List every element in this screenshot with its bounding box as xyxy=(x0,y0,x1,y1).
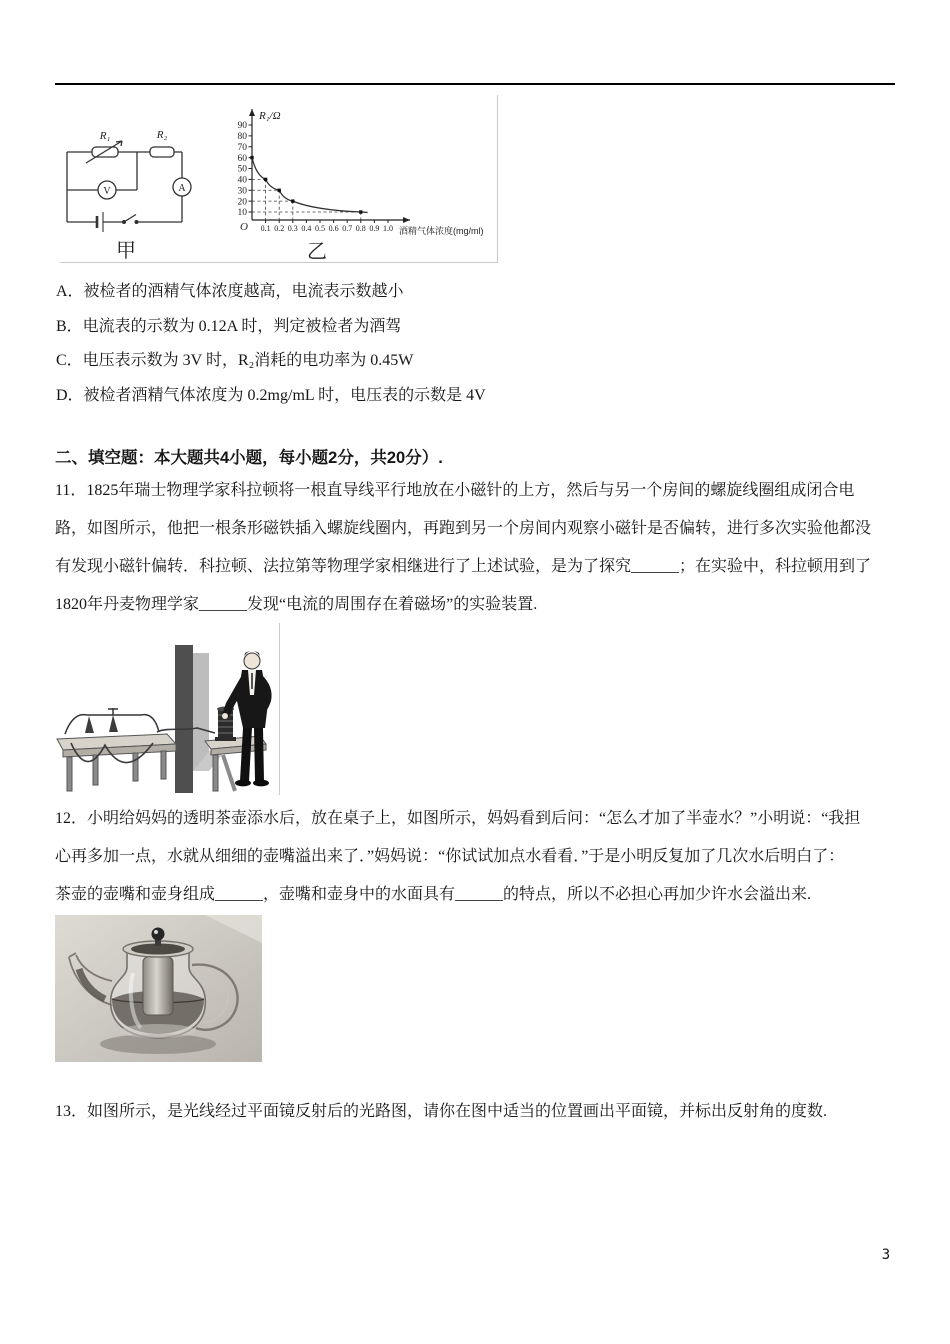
choice-options xyxy=(56,275,916,413)
option-c: C．电压表示数为 3V 时，R₂消耗的电功率为 0.45W xyxy=(56,352,414,369)
circuit-graph-svg xyxy=(60,95,497,262)
graph-plot-area xyxy=(238,121,394,233)
switch-icon xyxy=(123,215,138,224)
svg-text:60: 60 xyxy=(237,153,247,164)
svg-text:0.8: 0.8 xyxy=(355,224,366,233)
svg-text:40: 40 xyxy=(237,175,247,186)
option-b: B．电流表的示数为 0.12A 时，判定被检者为酒驾 xyxy=(56,317,402,335)
question-11-line: 路，如图所示，他把一根条形磁铁插入螺旋线圈内，再跑到另一个房间内观察小磁针是否偏转，进行多次实验他都没 xyxy=(55,520,872,537)
svg-text:70: 70 xyxy=(237,142,247,153)
question-12-line: 12．小明给妈妈的透明茶壶添水后，放在桌子上，如图所示，妈妈看到后问：“怎么才加了半壶水？”小明说：“我担 xyxy=(55,810,861,827)
resistor-r2 xyxy=(150,147,174,157)
section-2-header: 二、填空题：本大题共4小题，每小题2分，共20分）. xyxy=(55,449,443,467)
question-13-line: 13．如图所示，是光线经过平面镜反射后的光路图，请你在图中适当的位置画出平面镜，并标出反射角的度数. xyxy=(55,1103,828,1120)
svg-text:1.0: 1.0 xyxy=(383,224,393,233)
page-number: 3 xyxy=(881,1247,891,1263)
graph-origin-label: O xyxy=(240,221,248,233)
pot-base-reflection xyxy=(120,1024,196,1038)
svg-text:50: 50 xyxy=(237,164,247,175)
option-a: A．被检者的酒精气体浓度越高，电流表示数越小 xyxy=(56,283,404,300)
question-12-line: 茶壶的壶嘴和壶身组成______，壶嘴和壶身中的水面具有______的特点，所以不必担心再加少许水会溢出来. xyxy=(55,886,812,903)
resistance-concentration-graph xyxy=(238,109,484,262)
teapot-illustration-svg xyxy=(55,915,262,1062)
svg-text:0.4: 0.4 xyxy=(301,224,312,233)
voltmeter-letter: V xyxy=(103,186,111,197)
question-11 xyxy=(55,472,915,624)
graph-x-label: 酒精气体浓度(mg/ml) xyxy=(399,226,484,236)
svg-text:30: 30 xyxy=(237,186,247,197)
y-axis-arrow xyxy=(249,109,255,116)
svg-text:90: 90 xyxy=(237,121,247,132)
option-d: D．被检者酒精气体浓度为 0.2mg/mL 时，电压表的示数是 4V xyxy=(56,386,486,404)
svg-text:80: 80 xyxy=(237,132,247,143)
galvanometer-needle-apparatus xyxy=(65,708,159,734)
svg-text:0.5: 0.5 xyxy=(315,224,325,233)
svg-text:0.1: 0.1 xyxy=(260,224,271,233)
figure-teapot-photo xyxy=(55,915,262,1062)
r2-label: R₂ xyxy=(156,129,168,141)
question-13 xyxy=(55,1093,915,1131)
svg-text:0.2: 0.2 xyxy=(274,224,285,233)
metal-infuser xyxy=(143,957,173,1015)
svg-text:0.6: 0.6 xyxy=(328,224,339,233)
r1-label: R₁ xyxy=(99,130,111,142)
x-axis-arrow xyxy=(403,217,410,223)
ammeter-letter: A xyxy=(178,183,186,194)
circuit-diagram xyxy=(67,141,191,232)
svg-text:0.3: 0.3 xyxy=(287,224,298,233)
graph-y-label: R₁/Ω xyxy=(259,110,281,122)
svg-text:0.9: 0.9 xyxy=(369,224,380,233)
svg-text:10: 10 xyxy=(237,208,247,219)
question-11-line: 有发现小磁针偏转．科拉顿、法拉第等物理学家相继进行了上述试验，是为了探究______；在实验中，科拉顿用到了 xyxy=(55,558,872,575)
lid-knob xyxy=(152,928,165,941)
question-11-line: 1820年丹麦物理学家______发现“电流的周围存在着磁场”的实验装置. xyxy=(55,596,538,613)
question-12 xyxy=(55,800,915,914)
left-table xyxy=(57,734,176,791)
colladon-illustration-svg xyxy=(55,623,279,795)
question-11-line: 11．1825年瑞士物理学家科拉顿将一根直导线平行地放在小磁针的上方，然后与另一个房间的螺旋线圈组成闭合电 xyxy=(55,482,855,499)
header-rule xyxy=(55,83,895,85)
figure-circuit-and-graph xyxy=(60,95,498,263)
svg-text:20: 20 xyxy=(237,197,247,208)
battery-icon xyxy=(97,212,103,232)
question-12-line: 心再多加一点，水就从细细的壶嘴溢出来了．”妈妈说：“你试试加点水看看．”于是小明反复加了几次水后明白了： xyxy=(55,848,845,865)
caption-yi: 乙 xyxy=(307,241,327,262)
caption-jia: 甲 xyxy=(116,240,136,262)
svg-text:0.7: 0.7 xyxy=(342,224,353,233)
figure-colladon-experiment xyxy=(55,623,280,795)
